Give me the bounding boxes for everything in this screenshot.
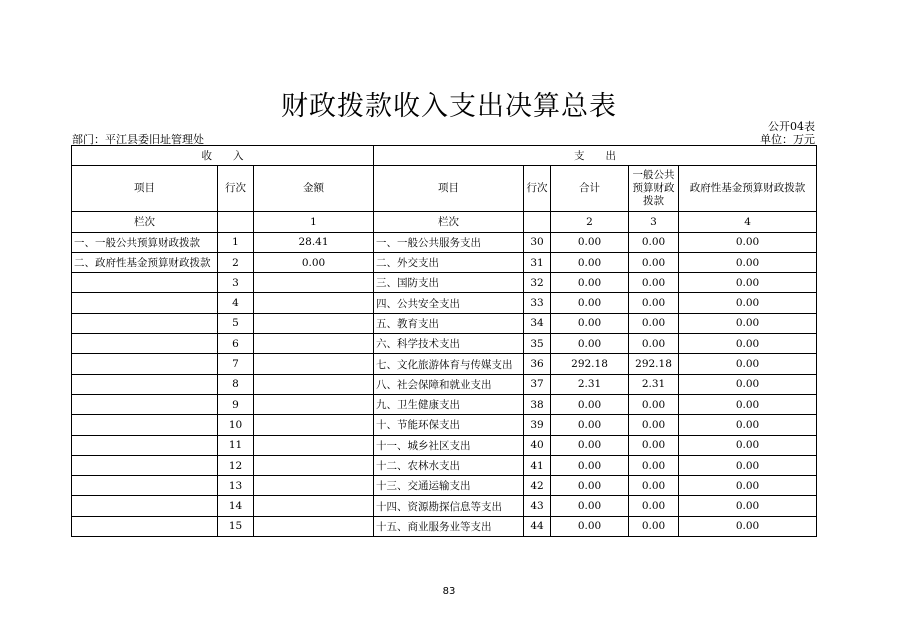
- expense-item-cell: 十一、城乡社区支出: [374, 435, 524, 455]
- income-item-cell: [72, 496, 218, 516]
- gov-fund-cell: 0.00: [679, 496, 817, 516]
- income-row-no-cell: 15: [218, 516, 254, 536]
- general-budget-cell: 0.00: [629, 313, 679, 333]
- income-amount-cell: [254, 455, 374, 475]
- expense-row-no-cell: 41: [524, 455, 551, 475]
- table-code: 公开04表: [768, 120, 815, 133]
- table-row: [72, 273, 817, 293]
- col-number-3: 3: [629, 212, 679, 232]
- general-budget-cell: 0.00: [629, 455, 679, 475]
- gov-fund-cell: 0.00: [679, 516, 817, 536]
- income-row-no-cell: 9: [218, 394, 254, 414]
- total-cell: 0.00: [551, 293, 629, 313]
- general-budget-cell: 0.00: [629, 394, 679, 414]
- table-row: [72, 496, 817, 516]
- department-label: 部门：平江县委旧址管理处: [72, 133, 204, 146]
- income-amount-cell: [254, 273, 374, 293]
- general-budget-cell: 0.00: [629, 273, 679, 293]
- expense-row-no-cell: 30: [524, 232, 551, 252]
- income-amount-cell: [254, 293, 374, 313]
- gov-fund-header: 政府性基金预算财政拨款: [679, 166, 817, 212]
- total-header: 合计: [551, 166, 629, 212]
- col-number-4: 4: [679, 212, 817, 232]
- expense-row-no-cell: 39: [524, 415, 551, 435]
- expense-row-no-cell: 40: [524, 435, 551, 455]
- income-item-cell: [72, 354, 218, 374]
- expense-row-no-cell: 43: [524, 496, 551, 516]
- income-item-cell: [72, 313, 218, 333]
- income-item-header: 项目: [72, 166, 218, 212]
- table-row: [72, 232, 817, 252]
- expense-item-cell: 一、一般公共服务支出: [374, 232, 524, 252]
- total-cell: 0.00: [551, 435, 629, 455]
- income-row-no-header: 行次: [218, 166, 254, 212]
- income-row-no-cell: 6: [218, 334, 254, 354]
- general-budget-cell: 0.00: [629, 232, 679, 252]
- total-cell: 0.00: [551, 252, 629, 272]
- table-row: [72, 293, 817, 313]
- col-label-expense: 栏次: [374, 212, 524, 232]
- expense-item-cell: 十四、资源勘探信息等支出: [374, 496, 524, 516]
- expense-row-no-cell: 33: [524, 293, 551, 313]
- income-row-no-cell: 11: [218, 435, 254, 455]
- income-row-no-cell: 12: [218, 455, 254, 475]
- income-amount-cell: [254, 435, 374, 455]
- income-amount-cell: [254, 516, 374, 536]
- total-cell: 0.00: [551, 273, 629, 293]
- gov-fund-cell: 0.00: [679, 415, 817, 435]
- income-item-cell: 一、一般公共预算财政拨款: [72, 232, 218, 252]
- gov-fund-cell: 0.00: [679, 354, 817, 374]
- gov-fund-cell: 0.00: [679, 374, 817, 394]
- col-blank: [218, 212, 254, 232]
- column-number-row: [72, 212, 817, 232]
- total-cell: 0.00: [551, 232, 629, 252]
- income-amount-cell: [254, 394, 374, 414]
- expense-item-cell: 十五、商业服务业等支出: [374, 516, 524, 536]
- expense-item-cell: 二、外交支出: [374, 252, 524, 272]
- gov-fund-cell: 0.00: [679, 435, 817, 455]
- expense-item-cell: 九、卫生健康支出: [374, 394, 524, 414]
- expense-item-cell: 五、教育支出: [374, 313, 524, 333]
- table-row: [72, 455, 817, 475]
- total-cell: 0.00: [551, 516, 629, 536]
- table-row: [72, 394, 817, 414]
- income-amount-cell: [254, 374, 374, 394]
- group-header-row: [72, 146, 817, 166]
- total-cell: 292.18: [551, 354, 629, 374]
- income-item-cell: 二、政府性基金预算财政拨款: [72, 252, 218, 272]
- gov-fund-cell: 0.00: [679, 334, 817, 354]
- col-number-2: 2: [551, 212, 629, 232]
- table-row: [72, 354, 817, 374]
- table-row: [72, 435, 817, 455]
- income-item-cell: [72, 455, 218, 475]
- table-row: [72, 476, 817, 496]
- gov-fund-cell: 0.00: [679, 313, 817, 333]
- page-title: 财政拨款收入支出决算总表: [281, 91, 617, 122]
- income-group-header: 收 入: [72, 146, 374, 166]
- table-row: [72, 252, 817, 272]
- gov-fund-cell: 0.00: [679, 394, 817, 414]
- income-row-no-cell: 4: [218, 293, 254, 313]
- income-item-cell: [72, 476, 218, 496]
- general-budget-cell: 0.00: [629, 334, 679, 354]
- total-cell: 0.00: [551, 476, 629, 496]
- income-row-no-cell: 3: [218, 273, 254, 293]
- expense-item-cell: 七、文化旅游体育与传媒支出: [374, 354, 524, 374]
- general-budget-cell: 0.00: [629, 496, 679, 516]
- income-amount-cell: [254, 415, 374, 435]
- total-cell: 0.00: [551, 496, 629, 516]
- expense-item-header: 项目: [374, 166, 524, 212]
- income-row-no-cell: 8: [218, 374, 254, 394]
- unit-label: 单位：万元: [760, 133, 815, 146]
- income-amount-cell: 28.41: [254, 232, 374, 252]
- expense-row-no-cell: 32: [524, 273, 551, 293]
- expense-item-cell: 十、节能环保支出: [374, 415, 524, 435]
- income-amount-header: 金额: [254, 166, 374, 212]
- income-row-no-cell: 7: [218, 354, 254, 374]
- table-row: [72, 374, 817, 394]
- income-amount-cell: [254, 334, 374, 354]
- table-row: [72, 313, 817, 333]
- gov-fund-cell: 0.00: [679, 232, 817, 252]
- general-budget-header: 一般公共预算财政拨款: [629, 166, 679, 212]
- income-row-no-cell: 5: [218, 313, 254, 333]
- income-item-cell: [72, 516, 218, 536]
- expense-item-cell: 十三、交通运输支出: [374, 476, 524, 496]
- income-item-cell: [72, 293, 218, 313]
- income-row-no-cell: 1: [218, 232, 254, 252]
- income-amount-cell: [254, 476, 374, 496]
- expense-row-no-cell: 42: [524, 476, 551, 496]
- income-row-no-cell: 13: [218, 476, 254, 496]
- total-cell: 0.00: [551, 415, 629, 435]
- expense-item-cell: 十二、农林水支出: [374, 455, 524, 475]
- general-budget-cell: 0.00: [629, 476, 679, 496]
- page-number: 83: [442, 586, 456, 597]
- expense-item-cell: 六、科学技术支出: [374, 334, 524, 354]
- income-row-no-cell: 14: [218, 496, 254, 516]
- expense-group-header: 支 出: [374, 146, 817, 166]
- total-cell: 0.00: [551, 455, 629, 475]
- final-accounts-table: [71, 145, 817, 537]
- expense-item-cell: 四、公共安全支出: [374, 293, 524, 313]
- expense-row-no-cell: 31: [524, 252, 551, 272]
- general-budget-cell: 0.00: [629, 435, 679, 455]
- general-budget-cell: 0.00: [629, 415, 679, 435]
- general-budget-cell: 0.00: [629, 293, 679, 313]
- total-cell: 0.00: [551, 313, 629, 333]
- income-amount-cell: [254, 354, 374, 374]
- expense-item-cell: 三、国防支出: [374, 273, 524, 293]
- gov-fund-cell: 0.00: [679, 273, 817, 293]
- income-row-no-cell: 10: [218, 415, 254, 435]
- income-item-cell: [72, 334, 218, 354]
- expense-row-no-cell: 37: [524, 374, 551, 394]
- total-cell: 0.00: [551, 334, 629, 354]
- table-row: [72, 334, 817, 354]
- total-cell: 0.00: [551, 394, 629, 414]
- income-item-cell: [72, 435, 218, 455]
- income-amount-cell: [254, 496, 374, 516]
- gov-fund-cell: 0.00: [679, 476, 817, 496]
- col-number-1: 1: [254, 212, 374, 232]
- income-amount-cell: [254, 313, 374, 333]
- expense-row-no-header: 行次: [524, 166, 551, 212]
- expense-item-cell: 八、社会保障和就业支出: [374, 374, 524, 394]
- gov-fund-cell: 0.00: [679, 252, 817, 272]
- income-amount-cell: 0.00: [254, 252, 374, 272]
- income-item-cell: [72, 273, 218, 293]
- general-budget-cell: 0.00: [629, 516, 679, 536]
- expense-row-no-cell: 35: [524, 334, 551, 354]
- table-row: [72, 516, 817, 536]
- general-budget-cell: 292.18: [629, 354, 679, 374]
- income-item-cell: [72, 394, 218, 414]
- income-item-cell: [72, 415, 218, 435]
- table-row: [72, 415, 817, 435]
- general-budget-cell: 0.00: [629, 252, 679, 272]
- expense-row-no-cell: 36: [524, 354, 551, 374]
- income-item-cell: [72, 374, 218, 394]
- gov-fund-cell: 0.00: [679, 455, 817, 475]
- income-row-no-cell: 2: [218, 252, 254, 272]
- general-budget-cell: 2.31: [629, 374, 679, 394]
- gov-fund-cell: 0.00: [679, 293, 817, 313]
- expense-row-no-cell: 44: [524, 516, 551, 536]
- column-header-row: [72, 166, 817, 212]
- col-blank: [524, 212, 551, 232]
- total-cell: 2.31: [551, 374, 629, 394]
- expense-row-no-cell: 38: [524, 394, 551, 414]
- expense-row-no-cell: 34: [524, 313, 551, 333]
- col-label-income: 栏次: [72, 212, 218, 232]
